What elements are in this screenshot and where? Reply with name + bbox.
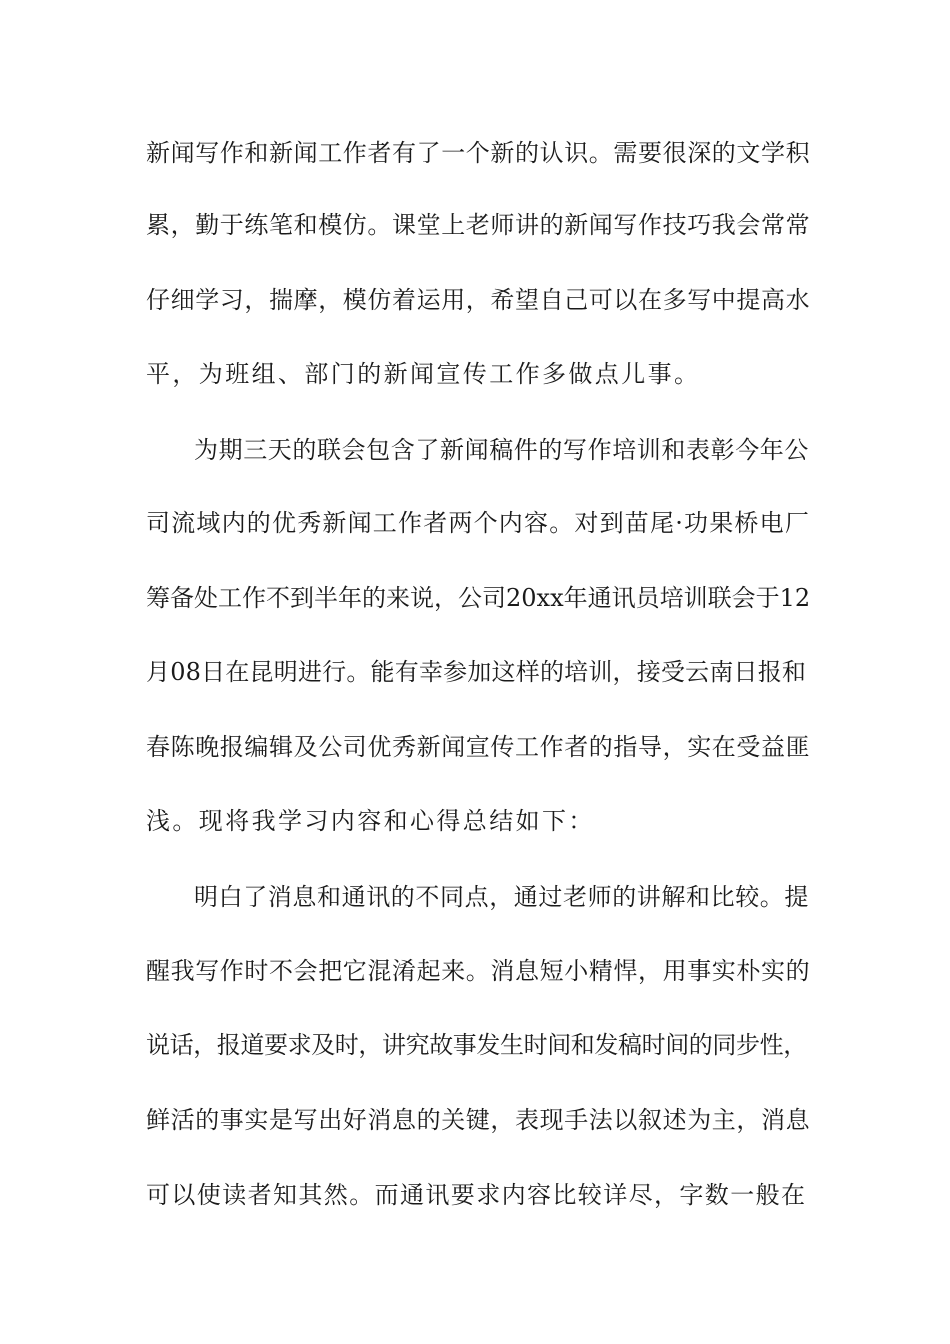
text-line: 平，为班组、部门的新闻宣传工作多做点儿事。 bbox=[146, 360, 701, 388]
text-line: 鲜活的事实是写出好消息的关键，表现手法以叙述为主，消息 bbox=[146, 1106, 811, 1134]
text-line: 说话，报道要求及时，讲究故事发生时间和发稿时间的同步性， bbox=[146, 1031, 807, 1059]
text-line-indented: 为期三天的联会包含了新闻稿件的写作培训和表彰今年公 bbox=[194, 436, 809, 464]
text-line: 仔细学习，揣摩，模仿着运用，希望自己可以在多写中提高水 bbox=[146, 286, 811, 314]
text-line: 筹备处工作不到半年的来说，公司20xx年通讯员培训联会于12 bbox=[146, 584, 811, 612]
text-line: 月08日在昆明进行。能有幸参加这样的培训，接受云南日报和 bbox=[146, 658, 807, 686]
text-line: 春陈晚报编辑及公司优秀新闻宣传工作者的指导，实在受益匪 bbox=[146, 733, 811, 761]
text-line-indented: 明白了消息和通讯的不同点，通过老师的讲解和比较。提 bbox=[194, 883, 809, 911]
text-line: 浅。现将我学习内容和心得总结如下： bbox=[146, 807, 595, 835]
text-line: 累，勤于练笔和模仿。课堂上老师讲的新闻写作技巧我会常常 bbox=[146, 211, 811, 239]
text-line: 醒我写作时不会把它混淆起来。消息短小精悍，用事实朴实的 bbox=[146, 957, 811, 985]
text-line: 可以使读者知其然。而通讯要求内容比较详尽，字数一般在 bbox=[146, 1181, 807, 1209]
text-line: 司流域内的优秀新闻工作者两个内容。对到苗尾·功果桥电厂 bbox=[146, 509, 811, 537]
text-line: 新闻写作和新闻工作者有了一个新的认识。需要很深的文学积 bbox=[146, 139, 811, 167]
